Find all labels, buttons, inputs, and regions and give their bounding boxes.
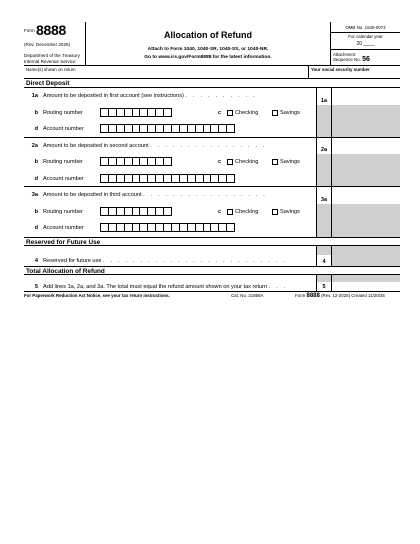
line-letter: b	[34, 208, 38, 215]
leader-dots: . . . . . . . . . .	[185, 93, 257, 99]
account-type-letter: c	[218, 159, 222, 165]
name-field[interactable]: Name(s) shown on return	[26, 67, 76, 72]
line-5	[24, 282, 400, 292]
catalog-number: Cat. No. 21858A	[231, 292, 264, 298]
form-title: Allocation of Refund	[164, 30, 252, 40]
line-text: Amount to be deposited in first account (see instructions)	[43, 93, 184, 99]
digit-box[interactable]	[226, 124, 235, 133]
digit-box[interactable]	[226, 174, 235, 183]
ssn-field[interactable]: Your social security number	[308, 66, 370, 79]
line-1b	[24, 105, 400, 122]
line-box-label	[316, 255, 332, 266]
routing-number-2-field[interactable]	[100, 157, 171, 166]
line-3a	[24, 187, 400, 204]
department	[24, 53, 80, 64]
checking-checkbox-3[interactable]	[227, 209, 233, 215]
footer-revision: (Rev. 12-2025) Created 11/20/25	[321, 292, 385, 298]
line-text: Routing number	[43, 109, 83, 116]
line-text: Account number	[43, 225, 84, 231]
omb-block	[330, 22, 400, 66]
line-description	[43, 192, 267, 198]
reserved-spacer	[24, 246, 400, 255]
line-text: Routing number	[43, 208, 83, 215]
line-4	[24, 255, 400, 266]
shaded-amount	[332, 204, 400, 221]
shaded-amount	[332, 154, 400, 171]
total-amount-field[interactable]	[332, 282, 400, 291]
title-block	[86, 22, 330, 66]
line-number: 1a	[31, 93, 38, 99]
account-type-letter: c	[218, 208, 222, 215]
line-letter: b	[34, 109, 38, 116]
total-spacer	[24, 275, 400, 282]
account-number-1-field[interactable]	[100, 124, 234, 133]
savings-label: Savings	[280, 109, 300, 116]
line-number: 5	[34, 283, 38, 290]
shaded-amount	[332, 171, 400, 187]
sequence-number: 56	[362, 56, 370, 64]
line-text: Amount to be deposited in second account	[43, 142, 149, 149]
name-row	[24, 66, 400, 79]
shaded-amount	[332, 105, 400, 122]
savings-label: Savings	[280, 159, 300, 165]
line-text: Account number	[43, 175, 84, 182]
line-1a	[24, 88, 400, 105]
shaded-amount	[332, 275, 400, 282]
line-text: Amount to be deposited in third account	[43, 192, 142, 198]
savings-checkbox-2[interactable]	[272, 159, 278, 165]
checking-label: Checking	[235, 208, 259, 215]
leader-dots: . . . . . . . . . . . . . . . . . . . . . . . . .	[103, 257, 287, 264]
line-text: Add lines 1a, 2a, and 3a. The total must equal the refund amount shown on your tax return	[43, 283, 268, 290]
sequence-label: Sequence No.	[333, 57, 361, 63]
reserved-amount-field	[332, 255, 400, 266]
shaded-column	[316, 275, 332, 282]
leader-dots: . . . . . . . . . . . . . . . . .	[143, 192, 268, 198]
line-text: Routing number	[43, 159, 83, 165]
line-number: 3a	[31, 192, 38, 198]
omb-number: OMB No. 1545-0074	[331, 25, 400, 33]
form-header	[24, 22, 400, 66]
line-letter: b	[34, 159, 38, 165]
line-3b	[24, 204, 400, 221]
line-2a	[24, 138, 400, 155]
line-letter: d	[34, 225, 38, 231]
form-footer	[24, 292, 400, 301]
amount-field-2a[interactable]	[332, 138, 400, 155]
line-number: 2a	[31, 142, 38, 149]
line-3d	[24, 220, 400, 237]
line-box-text: 3a	[320, 196, 328, 203]
sequence-line	[333, 57, 370, 62]
year-field[interactable]: 20 ____	[331, 41, 400, 50]
form-word: Form	[24, 28, 35, 33]
line-letter: d	[34, 126, 38, 132]
info-link[interactable]: Go to www.irs.gov/Form8888 for the latest information.	[144, 55, 272, 60]
amount-field-1a[interactable]	[332, 88, 400, 105]
line-text: Reserved for future use	[43, 257, 102, 264]
shaded-column	[316, 171, 332, 187]
digit-box[interactable]	[163, 157, 172, 166]
attachment-sequence	[333, 52, 370, 62]
line-box-label	[316, 187, 332, 204]
section-reserved: Reserved for Future Use	[24, 237, 400, 246]
line-number: 4	[34, 257, 38, 264]
account-number-3-field[interactable]	[100, 223, 234, 232]
footer-form-id	[295, 293, 385, 299]
footer-form-word: Form	[295, 292, 306, 298]
form-id-block	[24, 22, 86, 66]
service-name: Internal Revenue Service	[24, 58, 76, 64]
shaded-column	[316, 121, 332, 137]
form-8888	[24, 22, 400, 301]
section-direct-deposit: Direct Deposit	[24, 79, 400, 88]
line-box-label	[316, 138, 332, 155]
line-box-text: 4	[322, 258, 326, 265]
digit-box[interactable]	[163, 207, 172, 216]
shaded-column	[316, 154, 332, 171]
line-box-text: 1a	[320, 97, 328, 104]
checking-checkbox-1[interactable]	[227, 110, 233, 116]
leader-dots: . . . . . . . . . . . . . . . .	[150, 142, 267, 149]
line-description	[43, 284, 287, 290]
attach-instruction: Attach to Form 1040, 1040-SR, 1040-SS, or 1040-NR.	[147, 47, 269, 52]
line-2b	[24, 154, 400, 171]
department-name: Department of the Treasury	[24, 53, 80, 58]
digit-box[interactable]	[163, 108, 172, 117]
shaded-column	[316, 204, 332, 221]
shaded-column	[316, 246, 332, 255]
line-1d	[24, 121, 400, 138]
line-description	[43, 143, 267, 149]
calendar-year-label: For calendar year	[348, 34, 383, 39]
form-number: 8888	[36, 22, 66, 38]
digit-box[interactable]	[226, 223, 235, 232]
checking-checkbox-2[interactable]	[227, 159, 233, 165]
shaded-amount	[332, 121, 400, 137]
line-box-label	[316, 88, 332, 105]
routing-number-1-field[interactable]	[100, 108, 171, 117]
line-description	[43, 93, 257, 99]
line-box-text: 5	[322, 283, 326, 290]
shaded-amount	[332, 246, 400, 255]
line-text: Account number	[43, 126, 84, 132]
line-2d	[24, 171, 400, 188]
line-description	[43, 258, 287, 264]
savings-label: Savings	[280, 208, 300, 215]
line-box-label	[316, 282, 332, 291]
section-total: Total Allocation of Refund	[24, 266, 400, 275]
routing-number-3-field[interactable]	[100, 207, 171, 216]
shaded-column	[316, 220, 332, 237]
checking-label: Checking	[235, 109, 259, 116]
checking-label: Checking	[235, 159, 259, 165]
account-type-letter: c	[218, 109, 222, 116]
account-number-2-field[interactable]	[100, 174, 234, 183]
attachment-label: Attachment	[333, 52, 356, 57]
revision-date: (Rev. December 2025)	[24, 42, 71, 47]
paperwork-notice: For Paperwork Reduction Act Notice, see your tax return instructions.	[24, 292, 170, 298]
shaded-column	[316, 105, 332, 122]
savings-checkbox-3[interactable]	[272, 209, 278, 215]
line-box-text: 2a	[320, 147, 328, 153]
line-letter: d	[34, 175, 38, 182]
savings-checkbox-1[interactable]	[272, 110, 278, 116]
shaded-amount	[332, 220, 400, 237]
footer-form-number: 8888	[306, 292, 320, 299]
leader-dots: . . .	[268, 283, 288, 290]
amount-field-3a[interactable]	[332, 187, 400, 204]
